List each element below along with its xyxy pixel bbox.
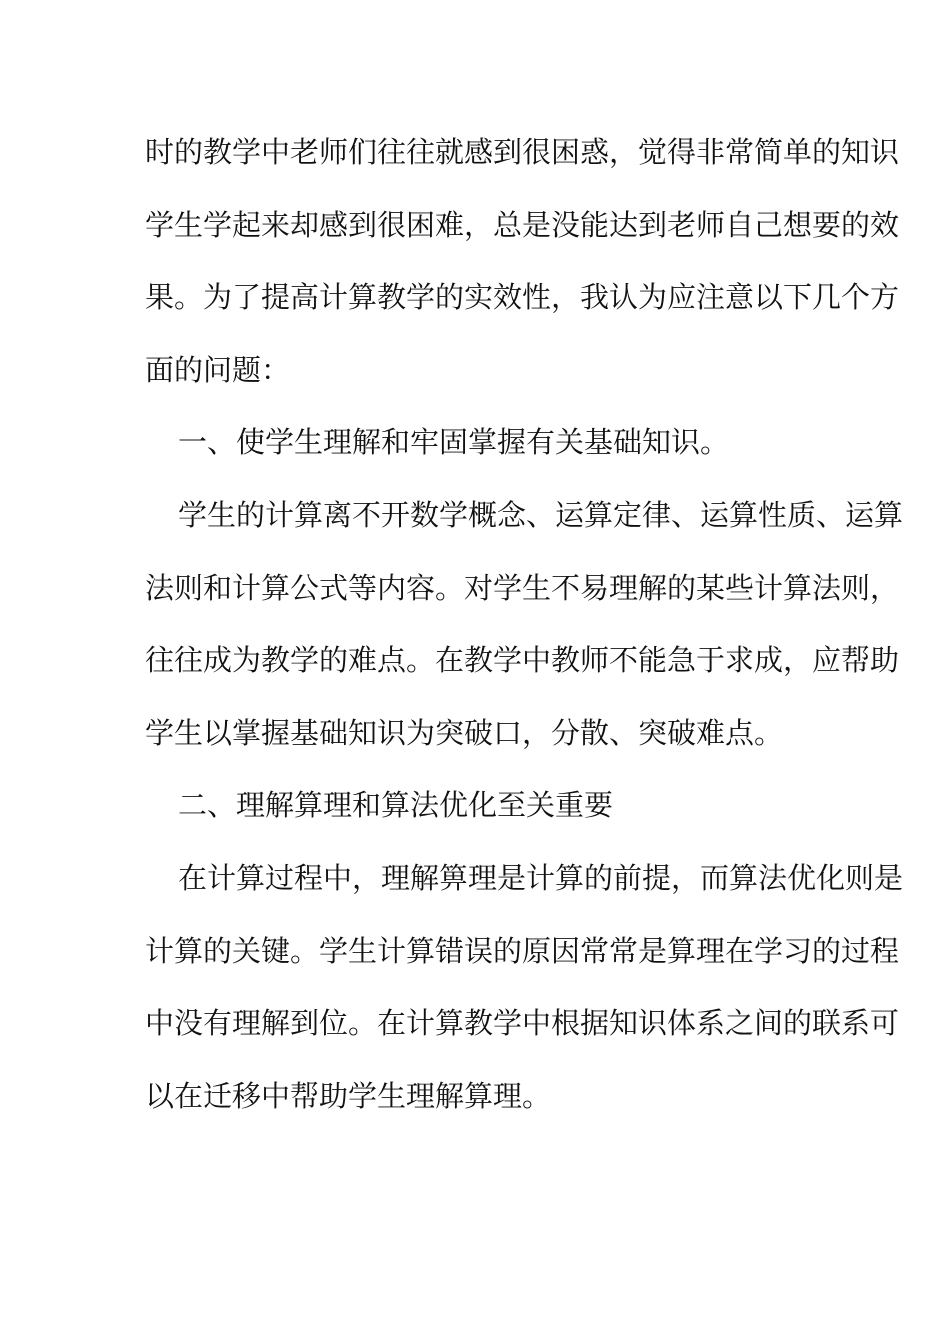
body-text-line: 学生学起来却感到很困难，总是没能达到老师自己想要的效 bbox=[145, 207, 900, 242]
section-heading-2: 二、理解算理和算法优化至关重要 bbox=[178, 788, 614, 823]
body-text-line: 以在迁移中帮助学生理解算理。 bbox=[145, 1078, 552, 1113]
body-text-line: 中没有理解到位。在计算教学中根据知识体系之间的联系可 bbox=[145, 1006, 900, 1041]
body-text-line: 学生以掌握基础知识为突破口，分散、突破难点。 bbox=[145, 715, 784, 750]
body-text-line: 面的问题： bbox=[145, 352, 291, 387]
body-text-line: 时的教学中老师们往往就感到很困惑，觉得非常简单的知识 bbox=[145, 135, 900, 169]
document-body bbox=[145, 128, 904, 1144]
body-text-line: 法则和计算公式等内容。对学生不易理解的某些计算法则， bbox=[145, 570, 900, 605]
body-text-line: 计算的关键。学生计算错误的原因常常是算理在学习的过程 bbox=[145, 933, 900, 968]
body-text-line: 在计算过程中，理解箅理是计算的前提，而算法优化则是 bbox=[178, 860, 904, 895]
body-text-line: 往往成为教学的难点。在教学中教师不能急于求成，应帮助 bbox=[145, 643, 900, 678]
body-text-line: 学生的计算离不开数学概念、运算定律、运算性质、运算 bbox=[178, 497, 904, 532]
section-heading-1: 一、使学生理解和牢固掌握有关基础知识。 bbox=[178, 425, 730, 460]
body-text-line: 果。为了提高计算教学的实效性，我认为应注意以下几个方 bbox=[145, 280, 900, 315]
